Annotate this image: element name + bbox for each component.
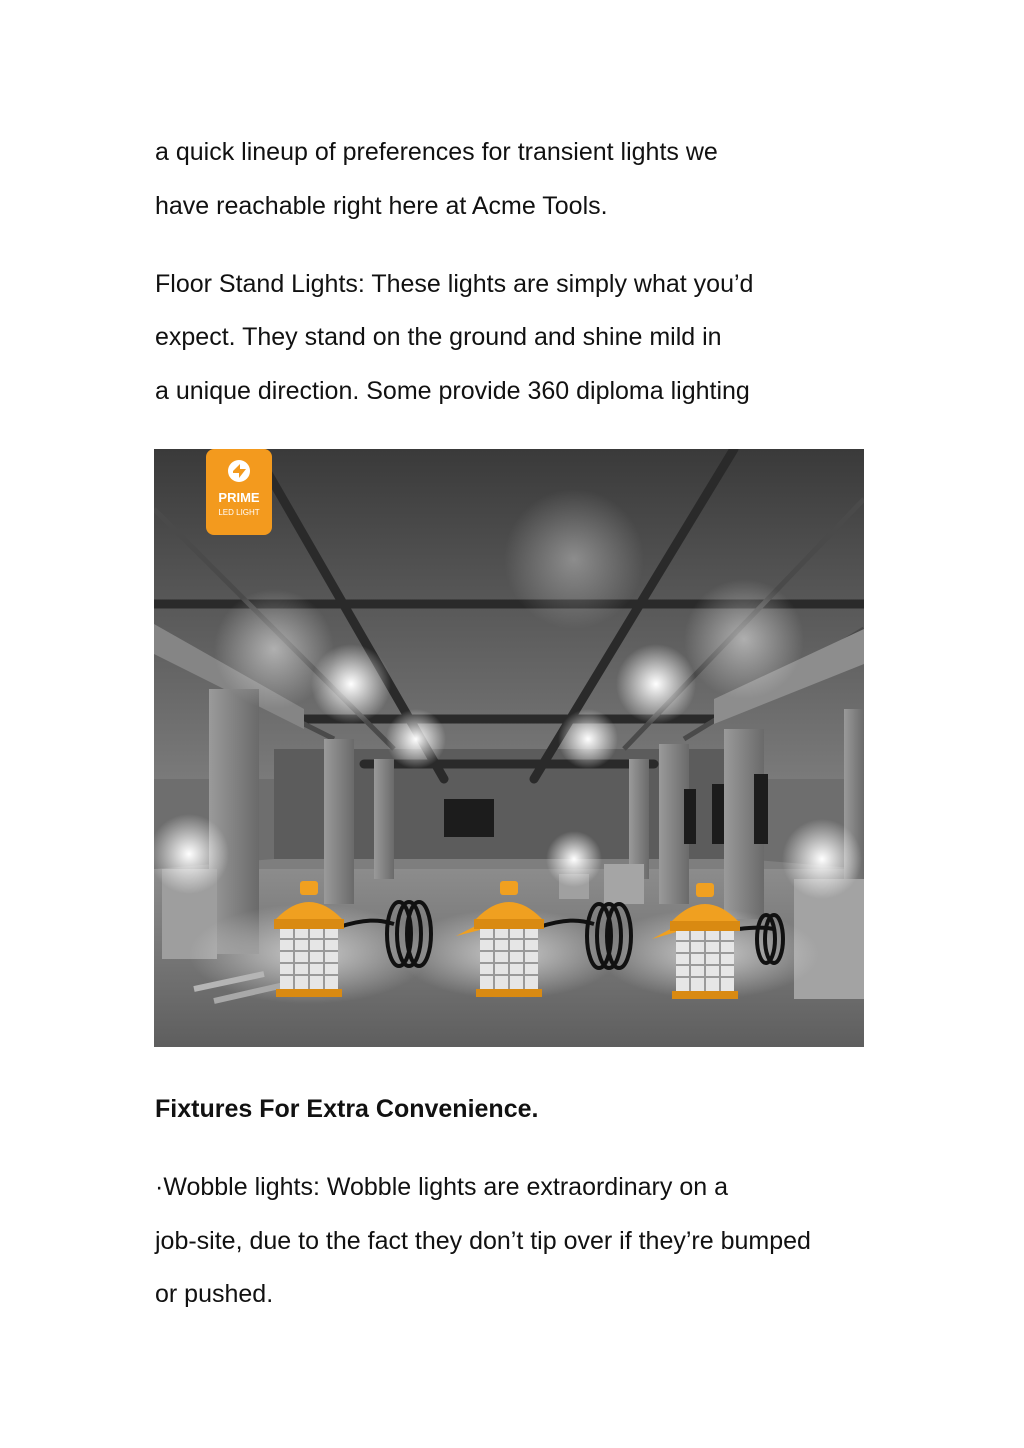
paragraph-3-line-1: ·Wobble lights: Wobble lights are extraordinary on a — [155, 1173, 728, 1201]
logo-brand-text: PRIME — [218, 490, 260, 505]
product-photo — [154, 449, 864, 1047]
paragraph-3-line-3: or pushed. — [155, 1280, 274, 1308]
paragraph-3-line-2: job-site, due to the fact they don’t tip over if they’re bumped — [155, 1227, 811, 1255]
section-heading: Fixtures For Extra Convenience. — [155, 1095, 539, 1123]
paragraph-1-line-1: a quick lineup of preferences for transient lights we — [155, 138, 718, 166]
paragraph-1-line-2: have reachable right here at Acme Tools. — [155, 192, 608, 220]
paragraph-2-line-1: Floor Stand Lights: These lights are simply what you’d — [155, 270, 754, 298]
paragraph-2-line-2: expect. They stand on the ground and shine mild in — [155, 323, 722, 351]
logo-sub-text: LED LIGHT — [218, 508, 260, 517]
paragraph-2-line-3: a unique direction. Some provide 360 diploma lighting — [155, 377, 750, 405]
